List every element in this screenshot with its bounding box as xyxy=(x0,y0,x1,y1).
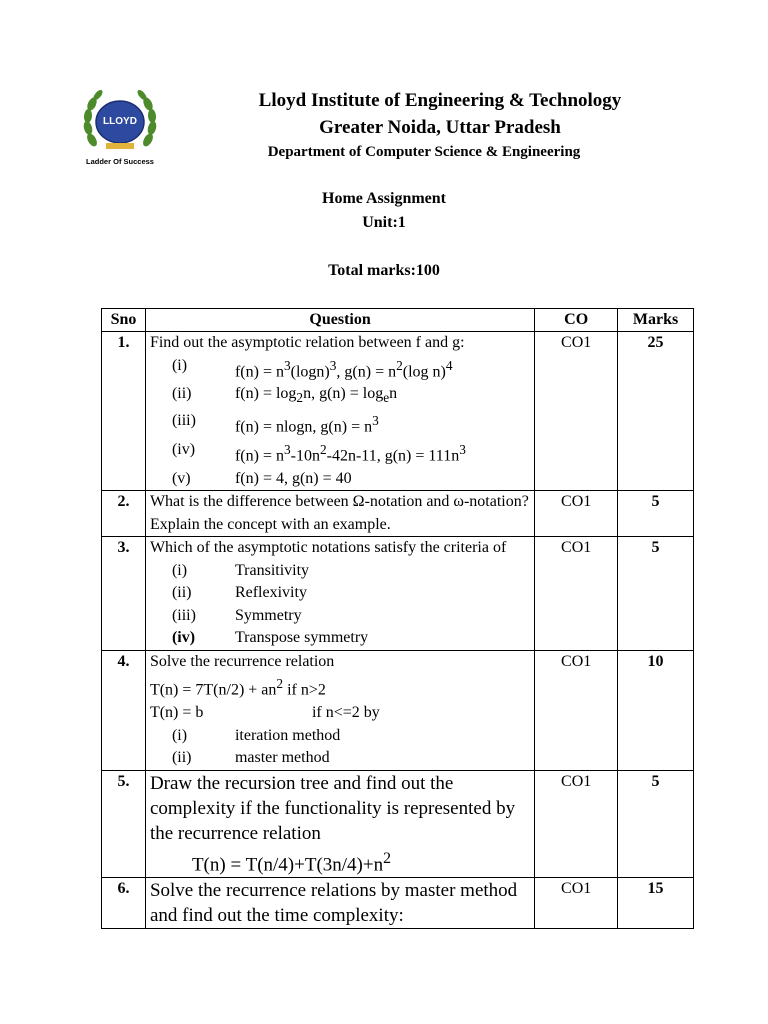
column-header-marks: Marks xyxy=(618,309,694,332)
question-text: Find out the asymptotic relation between f and g: xyxy=(149,334,465,351)
question-text: Which of the asymptotic notations satisfy the criteria of xyxy=(149,539,507,557)
marks-value: 25 xyxy=(618,332,694,491)
marks-value: 5 xyxy=(618,770,694,877)
marks-value: 15 xyxy=(618,877,694,928)
question-cell xyxy=(145,332,534,491)
table-row xyxy=(102,491,694,537)
column-header-co: CO xyxy=(535,309,618,332)
co-value: CO1 xyxy=(535,650,618,770)
sub-item: (ii) Reflexivity xyxy=(171,584,307,602)
recurrence-line: T(n) = b if n<=2 by xyxy=(149,704,380,721)
table-row xyxy=(102,332,694,491)
marks-value: 10 xyxy=(618,650,694,770)
logo-tagline: Ladder Of Success xyxy=(86,157,154,166)
question-number: 4. xyxy=(102,650,146,770)
recurrence-formula: $T(n) = T(n/4)+T(3n/4)+n^2$ xyxy=(191,849,392,875)
sub-item: (i) iteration method xyxy=(171,726,341,744)
question-cell xyxy=(145,650,534,770)
column-header-sno: Sno xyxy=(102,309,146,332)
question-text: Solve the recurrence relations by master method and find out the time complexity: xyxy=(145,877,534,928)
question-cell xyxy=(145,770,534,877)
sub-item: (ii) master method xyxy=(171,749,330,766)
question-table xyxy=(101,308,694,929)
question-text: Solve the recurrence relation xyxy=(149,652,335,670)
question-text: Draw the recursion tree and find out the complexity if the functionality is represented by the recurrence relation xyxy=(149,772,516,844)
column-header-question: Question xyxy=(145,309,534,332)
table-row xyxy=(102,537,694,651)
sub-item: (iii) Symmetry xyxy=(171,606,302,624)
co-value: CO1 xyxy=(535,770,618,877)
question-number: 1. xyxy=(102,332,146,491)
total-marks: Total marks:100 xyxy=(328,262,440,279)
question-number: 6. xyxy=(102,877,146,928)
sub-item: (iv) Transpose symmetry xyxy=(171,629,369,647)
institute-name: Lloyd Institute of Engineering & Technology xyxy=(258,90,622,111)
sub-item: (v) f(n) = 4, g(n) = 40 xyxy=(171,469,352,487)
co-value: CO1 xyxy=(535,332,618,491)
assignment-unit: Unit:1 xyxy=(362,214,406,231)
question-number: 2. xyxy=(102,491,146,537)
recurrence-line: $T(n) = 7T(n/2) + an^2$ if n>2 xyxy=(149,676,326,699)
table-row xyxy=(102,770,694,877)
question-text: What is the difference between Ω-notation and ω-notation? Explain the concept with an example. xyxy=(145,491,534,537)
sub-item: (iv) $f(n) = n^3-10n^2-42n-11$, $g(n) = 111n^3$ xyxy=(171,440,466,465)
sub-item: (ii) $f(n) = \log_2n$, $g(n) = \log_en$ xyxy=(171,385,398,406)
department-name: Department of Computer Science & Engineering xyxy=(267,144,581,160)
sub-item: (i) $f(n) = n^3(\log n)^3$, $g(n) = n^2(\log$ n)$^4$ xyxy=(171,356,453,380)
sub-item: (iii) f(n) = nlogn, $g(n) = n^3$ xyxy=(171,412,379,436)
institute-location: Greater Noida, Uttar Pradesh xyxy=(319,117,561,138)
question-number: 5. xyxy=(102,770,146,877)
co-value: CO1 xyxy=(535,491,618,537)
logo-text: LLOYD xyxy=(103,116,137,127)
table-row xyxy=(102,877,694,928)
sub-item: (i) Transitivity xyxy=(171,561,310,579)
co-value: CO1 xyxy=(535,877,618,928)
question-number: 3. xyxy=(102,537,146,651)
marks-value: 5 xyxy=(618,491,694,537)
co-value: CO1 xyxy=(535,537,618,651)
assignment-title: Home Assignment xyxy=(322,190,446,207)
table-row xyxy=(102,650,694,770)
marks-value: 5 xyxy=(618,537,694,651)
table-header-row xyxy=(102,309,694,332)
question-cell xyxy=(145,537,534,651)
